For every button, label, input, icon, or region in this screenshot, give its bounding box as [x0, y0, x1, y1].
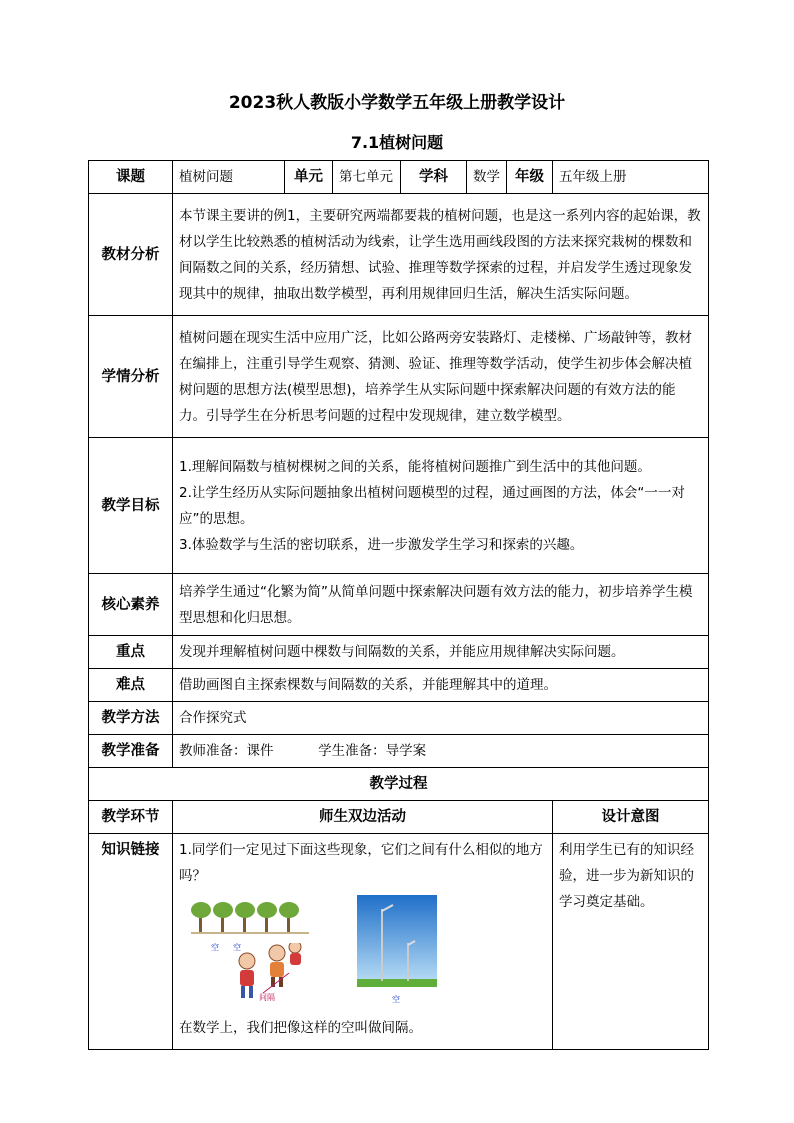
- activity-cell: [173, 834, 553, 1050]
- col-intent-header: 设计意图: [553, 801, 709, 834]
- key-point-text: 发现并理解植树问题中棵数与间隔数的关系，并能应用规律解决实际问题。: [173, 636, 709, 669]
- unit-value: 第七单元: [333, 161, 401, 194]
- textbook-analysis-text: 本节课主要讲的例1，主要研究两端都要栽的植树问题，也是这一系列内容的起始课，教材以学生比较熟悉的植树活动为线索，让学生选用画线段图的方法来探究栽树的棵数和间隔数之间的关系，经历猜想、试验、推理等数学探索的过程，并启发学生透过现象发现其中的规律，抽取出数学模型，再利用规律回归生活，解决生活实际问题。: [173, 194, 709, 316]
- subject-value: 数学: [467, 161, 507, 194]
- gap-label-2: 空: [233, 943, 241, 952]
- difficult-point-text: 借助画图自主探索棵数与间隔数的关系，并能理解其中的道理。: [173, 669, 709, 702]
- key-point-label: 重点: [89, 636, 173, 669]
- stage-knowledge-link: 知识链接: [89, 834, 173, 1050]
- learner-analysis-text: 植树问题在现实生活中应用广泛，比如公路两旁安装路灯、走楼梯、广场敲钟等，教材在编排上，注重引导学生观察、猜测、验证、推理等数学活动，使学生初步体会解决植树问题的思想方法(模型思想)，培养学生从实际问题中探索解决问题的有效方法的能力。引导学生在分析思考问题的过程中发现规律，建立数学模型。: [173, 316, 709, 438]
- difficult-point-label: 难点: [89, 669, 173, 702]
- lamp-gap-label: 空: [392, 995, 400, 1004]
- lesson-plan-table: [88, 160, 709, 1050]
- subject-label: 学科: [401, 161, 467, 194]
- design-intent-text: 利用学生已有的知识经验，进一步为新知识的学习奠定基础。: [553, 834, 709, 1050]
- learner-analysis-label: 学情分析: [89, 316, 173, 438]
- illustration-group: [179, 891, 546, 1011]
- goal-item-2: 2.让学生经历从实际问题抽象出植树问题模型的过程，通过画图的方法，体会“一一对应”的思想。: [179, 484, 685, 527]
- topic-value: 植树问题: [173, 161, 285, 194]
- topic-label: 课题: [89, 161, 173, 194]
- grade-value: 五年级上册: [553, 161, 709, 194]
- lesson-subtitle: 7.1植树问题: [350, 133, 444, 152]
- col-stage-header: 教学环节: [89, 801, 173, 834]
- teaching-prep-label: 教学准备: [89, 735, 173, 768]
- unit-label: 单元: [285, 161, 333, 194]
- core-literacy-text: 培养学生通过“化繁为简”从简单问题中探索解决问题有效方法的能力，初步培养学生模型思想和化归思想。: [173, 574, 709, 636]
- grade-label: 年级: [507, 161, 553, 194]
- activity-question: 1.同学们一定见过下面这些现象，它们之间有什么相似的地方吗？: [179, 842, 543, 884]
- textbook-analysis-label: 教材分析: [89, 194, 173, 316]
- document-title: 2023秋人教版小学数学五年级上册教学设计: [228, 93, 566, 113]
- col-activity-header: 师生双边活动: [173, 801, 553, 834]
- jiange-label: 间隔: [259, 993, 275, 1002]
- teaching-method-text: 合作探究式: [173, 702, 709, 735]
- teaching-goals-label: 教学目标: [89, 438, 173, 574]
- student-prep: 学生准备：导学案: [318, 743, 427, 759]
- core-literacy-label: 核心素养: [89, 574, 173, 636]
- goal-item-1: 1.理解间隔数与植树棵树之间的关系，能将植树问题推广到生活中的其他问题。: [179, 458, 651, 475]
- goal-item-3: 3.体验数学与生活的密切联系，进一步激发学生学习和探索的兴趣。: [179, 536, 584, 553]
- teaching-method-label: 教学方法: [89, 702, 173, 735]
- teaching-goals-cell: [173, 438, 709, 574]
- activity-conclusion: 在数学上，我们把像这样的空叫做间隔。: [179, 1020, 422, 1036]
- trees-illustration: [191, 901, 309, 935]
- teacher-prep: 教师准备：课件: [179, 743, 274, 759]
- gap-label-1: 空: [211, 943, 219, 952]
- teaching-process-header: 教学过程: [89, 768, 709, 801]
- teaching-prep-cell: [173, 735, 709, 768]
